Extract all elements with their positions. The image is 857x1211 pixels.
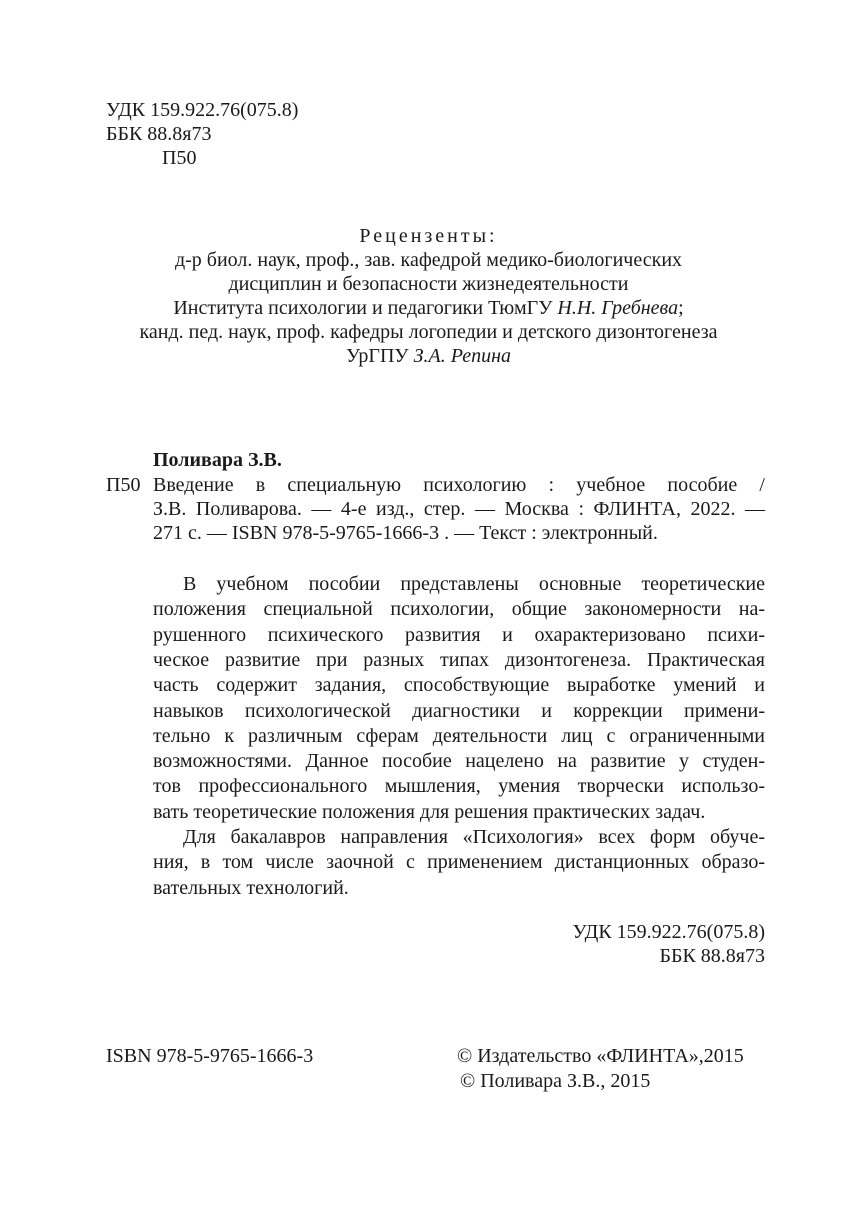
annotation-line: положения специальной психологии, общие закономерности на- <box>153 598 765 620</box>
record-author: Поливара З.В. <box>153 449 282 471</box>
record-line: 271 с. — ISBN 978-5-9765-1666-3 . — Текст : электронный. <box>153 522 658 544</box>
annotation-line: ческое развитие при разных типах дизонтогенеза. Практическая <box>153 649 765 671</box>
annotation-line: навыков психологической диагностики и коррекции примени- <box>153 700 765 722</box>
reviewer-affiliation: Института психологии и педагогики ТюмГУ <box>173 297 558 319</box>
copyright-author: © Поливара З.В., 2015 <box>460 1070 651 1092</box>
reviewer-line <box>0 344 857 368</box>
annotation-line: вать теоретические положения для решения практических задач. <box>153 801 706 823</box>
annotation-line: ния, в том числе заочной с применением дистанционных образо- <box>153 851 765 873</box>
reviewer-line <box>0 296 857 320</box>
isbn: ISBN 978-5-9765-1666-3 <box>106 1045 314 1067</box>
record-line: З.В. Поливарова. — 4-е изд., стер. — Москва : ФЛИНТА, 2022. — <box>153 498 765 520</box>
udk-code-bottom: УДК 159.922.76(075.8) <box>572 921 765 943</box>
bbk-code: ББК 88.8я73 <box>106 123 212 145</box>
author-mark: П50 <box>162 147 197 169</box>
annotation-line: вательных технологий. <box>153 877 349 899</box>
annotation-line: тов профессионального мышления, умения творчески использо- <box>153 775 765 797</box>
annotation-line: В учебном пособии представлены основные теоретические <box>183 573 765 595</box>
reviewer-line: канд. пед. наук, проф. кафедры логопедии и детского дизонтогенеза <box>139 321 718 343</box>
udk-code: УДК 159.922.76(075.8) <box>106 99 299 121</box>
annotation-line: рушенного психического развития и охарактеризовано психи- <box>153 624 765 646</box>
reviewer-separator: ; <box>678 297 684 319</box>
annotation-line: тельно к различным сферам деятельности лиц с ограниченными <box>153 725 765 747</box>
annotation-line: Для бакалавров направления «Психология» всех форм обуче- <box>183 826 765 848</box>
reviewers-heading: Рецензенты: <box>359 225 498 247</box>
bbk-code-bottom: ББК 88.8я73 <box>659 945 765 967</box>
reviewer-line: д-р биол. наук, проф., зав. кафедрой медико-биологических <box>174 249 683 271</box>
reviewer-name: Н.Н. Гребнева <box>557 297 679 319</box>
record-line: Введение в специальную психологию : учебное пособие / <box>153 474 765 496</box>
reviewer-line: дисциплин и безопасности жизнедеятельности <box>228 273 629 295</box>
record-author-mark: П50 <box>106 474 141 496</box>
copyright-publisher: © Издательство «ФЛИНТА»,2015 <box>457 1045 744 1067</box>
annotation-line: часть содержит задания, способствующие выработке умений и <box>153 674 765 696</box>
reviewer-name: З.А. Репина <box>413 345 511 367</box>
reviewer-affiliation: УрГПУ <box>346 345 414 367</box>
annotation-line: возможностями. Данное пособие нацелено на развитие у студен- <box>153 750 765 772</box>
